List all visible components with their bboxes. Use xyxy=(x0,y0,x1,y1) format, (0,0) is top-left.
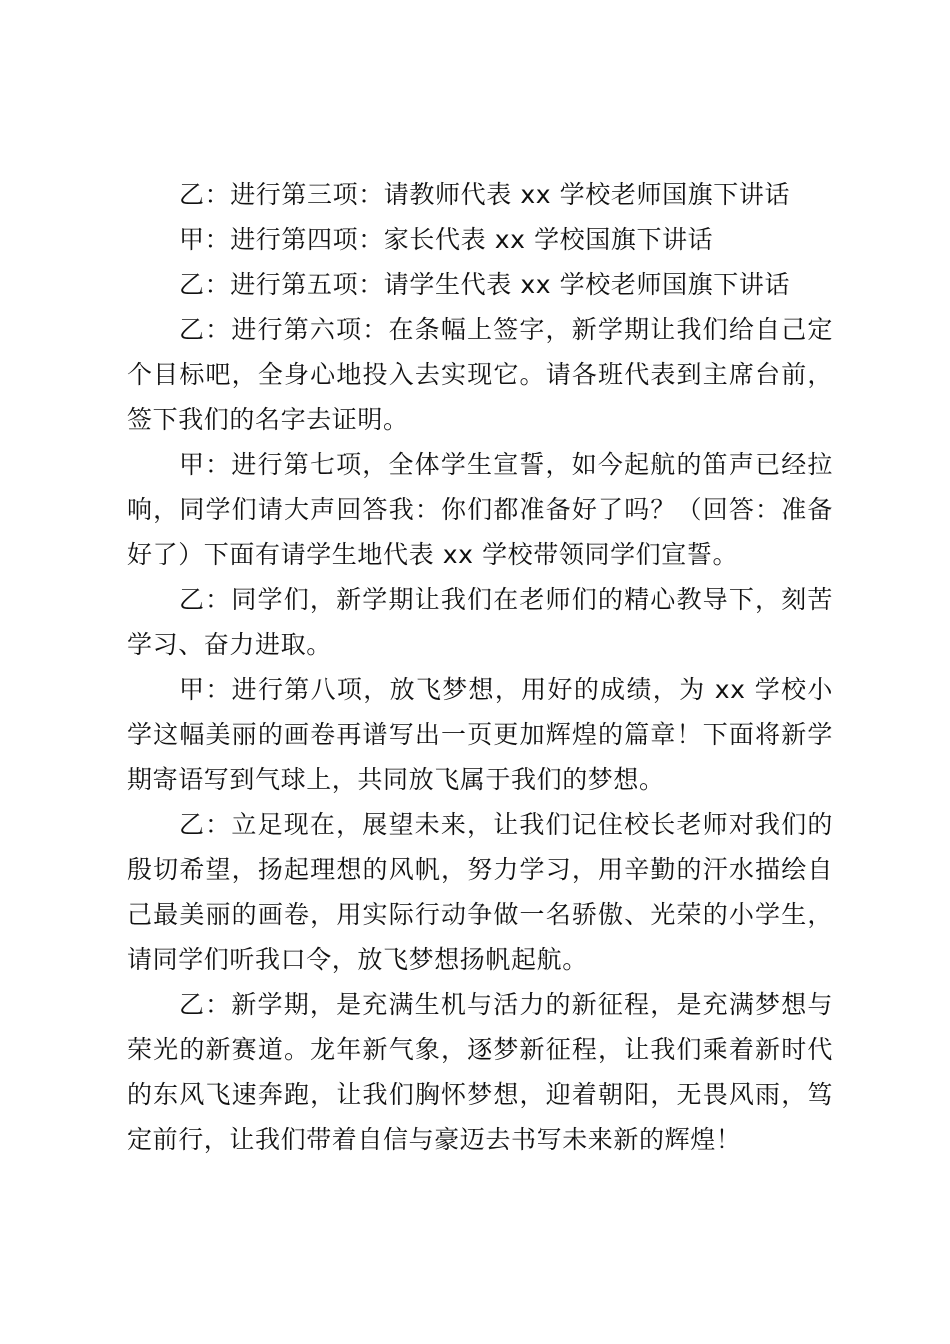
paragraph-transition: 乙：同学们，新学期让我们在老师们的精心教导下，刻苦学习、奋力进取。 xyxy=(127,585,833,659)
paragraph-item-5: 乙：进行第五项：请学生代表 xx 学校老师国旗下讲话 xyxy=(179,270,791,299)
paragraph-item-8: 甲：进行第八项，放飞梦想，用好的成绩，为 xx 学校小学这幅美丽的画卷再谱写出一页更加辉煌的篇章！下面将新学期寄语写到气球上，共同放飞属于我们的梦想。 xyxy=(127,675,833,794)
paragraph-closing-2: 乙：新学期，是充满生机与活力的新征程，是充满梦想与荣光的新赛道。龙年新气象，逐梦新征程，让我们乘着新时代的东风飞速奔跑，让我们胸怀梦想，迎着朝阳，无畏风雨，笃定前行，让我们带着自信与豪迈去书写未来新的辉煌！ xyxy=(127,990,833,1154)
paragraph-item-4: 甲：进行第四项：家长代表 xx 学校国旗下讲话 xyxy=(179,225,714,254)
paragraph-item-6: 乙：进行第六项：在条幅上签字，新学期让我们给自己定个目标吧，全身心地投入去实现它。请各班代表到主席台前，签下我们的名字去证明。 xyxy=(127,315,833,434)
document-body xyxy=(127,172,833,1162)
paragraph-item-3: 乙：进行第三项：请教师代表 xx 学校老师国旗下讲话 xyxy=(179,180,791,209)
paragraph-item-7: 甲：进行第七项，全体学生宣誓，如今起航的笛声已经拉响，同学们请大声回答我：你们都准备好了吗？（回答：准备好了）下面有请学生地代表 xx 学校带领同学们宣誓。 xyxy=(127,450,833,569)
paragraph-closing-1: 乙：立足现在，展望未来，让我们记住校长老师对我们的殷切希望，扬起理想的风帆，努力学习，用辛勤的汗水描绘自己最美丽的画卷，用实际行动争做一名骄傲、光荣的小学生，请同学们听我口令，放飞梦想扬帆起航。 xyxy=(127,810,833,974)
